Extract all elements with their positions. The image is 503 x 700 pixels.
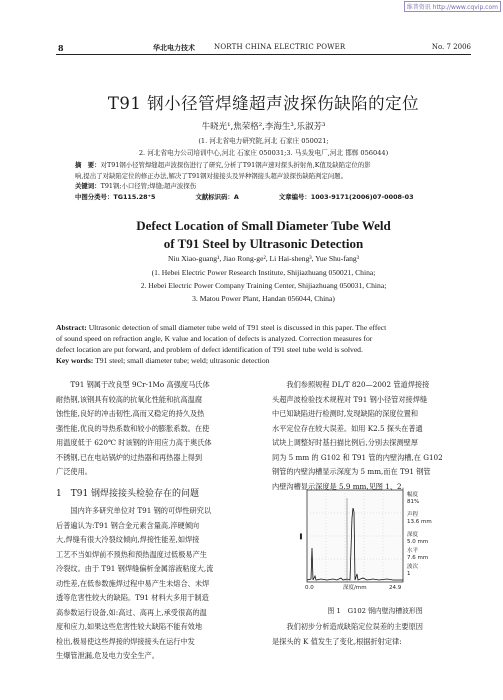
document-code: 文献标识码：A: [195, 192, 239, 201]
body-line: 广泛使用。: [56, 467, 92, 476]
abstract-cn: [75, 160, 455, 202]
keywords-cn: T91钢;小口径管;焊缝;超声波探伤: [100, 182, 197, 190]
horizontal-label: 水平: [407, 548, 419, 554]
journal-name-en: NORTH CHINA ELECTRIC POWER: [214, 43, 346, 51]
title-en-line-2: of T91 Steel by Ultrasonic Detection: [163, 236, 364, 251]
affiliation-cn-2: 2. 河北省电力公司培训中心,河北 石家庄 050031;3. 马头发电厂,河北 邯郸 056044): [138, 149, 389, 157]
wave-count-label: 波次: [407, 564, 419, 570]
axis-end-label: 24.9: [389, 585, 402, 591]
y-axis-mark: ▌: [300, 534, 304, 540]
body-line: 动性差,在低参数施焊过程中易产生未熔合、未焊: [56, 578, 210, 588]
body-line: 大,焊缝有很大冷裂纹倾向,焊接性能差,如焊接: [56, 535, 200, 544]
abstract-en-line: of sound speed on refraction angle, K value and location of defects is analyzed. Correction measures for: [56, 334, 373, 343]
body-line: 耐热钢,该钢具有较高的抗氧化性能和抗高温腐: [56, 394, 203, 404]
affiliation-en-1: (1. Hebei Electric Power Research Institute, Shijiazhuang 050021, China;: [151, 268, 376, 277]
abstract-en-line: Ultrasonic detection of small diameter tube weld of T91 steel is discussed in this paper. The effect: [88, 323, 387, 332]
page-number: 8: [58, 43, 64, 53]
abstract-en: [56, 322, 471, 366]
journal-name-cn: 华北电力技术: [153, 44, 195, 52]
axis-title-label: 深度/mm: [343, 585, 367, 591]
depth-value: 5.0 mm: [407, 538, 429, 545]
keywords-label-en: Key words:: [56, 356, 94, 365]
amplitude-value: 81%: [407, 498, 420, 505]
watermark-stamp: 维普资讯 http://www.cqvip.com: [404, 1, 501, 12]
body-line: 试块上调整好时基扫描比例后,分别去探测壁厚: [272, 438, 419, 447]
issue-number: No. 7 2006: [431, 43, 471, 51]
body-line: 我们参照规程 DL/T 820—2002 管道焊接接: [286, 380, 430, 389]
authors-cn: 牛晓光¹,焦荣格²,李海生³,乐淑芳³: [201, 122, 326, 132]
title-cn: T91 钢小径管焊缝超声波探伤缺陷的定位: [107, 94, 420, 113]
body-line: 蚀性能,良好的冲击韧性,高而又稳定的持久及热: [56, 409, 205, 418]
figure-caption: 图 1 G102 钢内壁沟槽波形图: [327, 607, 423, 615]
abstract-cn-line: 响,提出了对缺陷定位的修正办法,解决了T91钢对接接头及异种钢接头超声波探伤缺陷判定问题。: [75, 171, 348, 180]
classification-line: [75, 192, 455, 203]
section-heading-1: 1 T91 钢焊接接头检验存在的问题: [56, 488, 200, 499]
body-line: 是探头的 K 值发生了变化,根据折射定律:: [272, 636, 402, 646]
body-line: 国内许多研究单位对 T91 钢的可焊性研究以: [70, 506, 212, 515]
body-line: T91 钢属于改良型 9Cr-1Mo 高强度马氏体: [70, 380, 210, 389]
abstract-en-line: defect location are put forward, and problem of defect identification of T91 steel tube weld is solved.: [56, 345, 363, 354]
keywords-label-cn: 关键词：: [75, 182, 101, 190]
horizontal-value: 7.6 mm: [407, 554, 429, 561]
body-line: 冷裂纹。由于 T91 钢焊缝偏析金属溶液粘度大,流: [56, 564, 214, 573]
affiliation-en-3: 3. Matou Power Plant, Handan 056044, China): [192, 294, 335, 303]
left-column: [56, 378, 261, 664]
depth-label: 深度: [407, 532, 419, 538]
body-line: 后普遍认为:T91 钢合金元素含量高,淬硬倾向: [56, 520, 200, 530]
abstract-cn-line: 对T91钢小径管焊缝超声波探伤进行了研究,分析了T91钢声速对探头折射角,K值及缺陷定位的影: [100, 161, 371, 169]
body-line: 钢管的内壁沟槽显示深度为 5 mm,而在 T91 钢管: [272, 467, 431, 476]
amplitude-label: 幅度: [407, 492, 419, 498]
body-line: 用温度低于 620℃ 时该钢的许用应力高于奥氏体: [56, 438, 212, 447]
wave-count-value: 1: [407, 570, 411, 577]
body-line: 我们初步分析造成缺陷定位误差的主要原因: [286, 622, 423, 631]
amplitude-readout: [407, 492, 419, 505]
horizontal-readout: [407, 548, 428, 561]
body-line: 中已知缺陷进行检测时,发现缺陷的深度位置和: [272, 409, 419, 418]
body-line: 强性能,优良的导热系数和较小的膨胀系数。在使: [56, 423, 210, 433]
abstract-label-cn: 摘 要：: [75, 161, 101, 169]
depth-readout: [407, 532, 428, 545]
sound-path-label: 声程: [407, 512, 419, 518]
wave-count-readout: [407, 564, 418, 577]
body-line: 不锈钢,已在电站锅炉的过热器和再热器上得到: [56, 452, 203, 462]
body-line: 透等危害性较大的缺陷。T91 材料大多用于制造: [56, 593, 209, 602]
body-line: 高参数运行设备,如:高过、高再上,承受很高的温: [56, 607, 207, 617]
body-line: 头超声波检验技术规程对 T91 钢小径管对接焊缝: [272, 394, 428, 404]
article-number: 文章编号：1003-9171(2006)07-0008-03: [278, 192, 414, 201]
affiliation-cn-1: (1. 河北省电力研究院,河北 石家庄 050021;: [198, 137, 329, 145]
waveform-figure: [297, 488, 445, 596]
right-column-continued: [272, 620, 477, 649]
authors-en: Niu Xiao-guang¹, Jiao Rong-ge², Li Hai-sheng³, Yue Shu-fang³: [167, 254, 360, 263]
body-line: 工艺不当如焊前不预热和预热温度过低极易产生: [56, 549, 207, 559]
sound-path-readout: [407, 512, 432, 525]
affiliation-en-2: 2. Hebei Electric Power Company Training Center, Shijiazhuang 050031, China;: [140, 281, 387, 290]
keywords-en: T91 steel; small diameter tube; weld; ultrasonic detection: [95, 356, 270, 365]
sound-path-value: 13.6 mm: [407, 518, 432, 525]
body-line: 度和应力,如果这些危害性较大缺陷不能有效地: [56, 622, 203, 631]
running-header: [56, 42, 471, 55]
body-line: 生爆管泄漏,危及电力安全生产。: [56, 651, 159, 660]
body-line: 内壁沟槽显示深度是 5.9 mm,见图 1、2。: [272, 481, 409, 491]
title-en-line-1: Defect Location of Small Diameter Tube Weld: [136, 218, 391, 233]
axis-start-label: 0.0: [305, 585, 314, 591]
clc-number: 中图分类号：TG115.28⁺5: [75, 192, 156, 201]
body-line: 同为 5 mm 的 G102 和 T91 管的内壁沟槽,在 G102: [272, 452, 443, 462]
abstract-label-en: Abstract:: [56, 323, 87, 332]
body-line: 水平定位存在较大误差。如用 K2.5 探头在普通: [272, 423, 423, 433]
right-column: [272, 378, 477, 494]
body-line: 检出,极易使这些焊接的焊接接头在运行中发: [56, 636, 195, 646]
